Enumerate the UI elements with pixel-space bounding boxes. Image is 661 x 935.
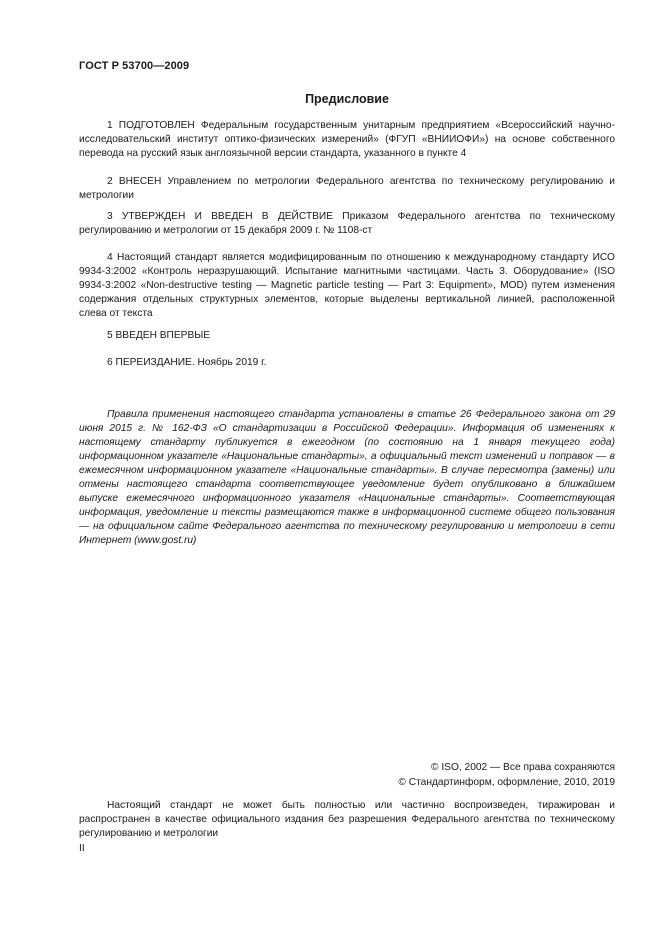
paragraph-text: 2 ВНЕСЕН Управлением по метрологии Федерального агентства по техническому регулированию и метрологии (79, 176, 615, 201)
paragraph-5 (79, 329, 615, 343)
usage-notice-text: Правила применения настоящего стандарта установлены в статье 26 Федерального закона от 29 июня 2015 г. № 162-ФЗ «О стандартизации в Российской Федерации». Информация об изменениях к настоящему стандарту публикуется в ежегодном (по состоянию на 1 января текущего года) информационном указателе «Национальные стандарты», а официальный текст изменений и поправок — в ежемесячном информационном указателе «Национальные стандарты». В случае пересмотра (замены) или отмены настоящего стандарта соответствующее уведомление будет опубликовано в ближайшем выпуске ежемесячного информационного указателя «Национальные стандарты». Соответствующая информация, уведомление и тексты размещаются также в информационной системе общего пользования — на официальном сайте Федерального агентства по техническому регулированию и метрологии в сети Интернет (www.gost.ru) (79, 409, 615, 546)
paragraph-text: 4 Настоящий стандарт является модифицированным по отношению к международному стандарту ИСО 9934-3:2002 «Контроль неразрушающий. Испытание магнитными частицами. Часть 3. Оборудование» (ISO 9934-3:2002 «Non-destructive testing — Magnetic particle testing — Part 3: Equipment», MOD) путем изменения содержания отдельных структурных элементов, которые выделены вертикальной линией, расположенной слева от текста (79, 252, 615, 319)
usage-notice (79, 408, 615, 548)
copyright-standartinform: © Стандартинформ, оформление, 2010, 2019 (398, 777, 615, 788)
paragraph-text: 3 УТВЕРЖДЕН И ВВЕДЕН В ДЕЙСТВИЕ Приказом Федерального агентства по техническому регулированию и метрологии от 15 декабря 2009 г. № 1108-ст (79, 211, 615, 236)
standard-code: ГОСТ Р 53700—2009 (79, 60, 190, 72)
paragraph-6 (79, 356, 615, 370)
paragraph-text: 6 ПЕРЕИЗДАНИЕ. Ноябрь 2019 г. (107, 357, 267, 368)
page-number: II (79, 843, 85, 854)
paragraph-text: 5 ВВЕДЕН ВПЕРВЫЕ (107, 330, 211, 341)
paragraph-1 (79, 119, 615, 161)
paragraph-2 (79, 175, 615, 203)
paragraph-3 (79, 210, 615, 238)
reproduction-notice (79, 799, 615, 841)
page-title: Предисловие (305, 92, 389, 106)
reproduction-notice-text: Настоящий стандарт не может быть полностью или частично воспроизведен, тиражирован и распространен в качестве официального издания без разрешения Федерального агентства по техническому регулированию и метрологии (79, 800, 615, 839)
paragraph-4 (79, 251, 615, 321)
paragraph-text: 1 ПОДГОТОВЛЕН Федеральным государственным унитарным предприятием «Всероссийский научно-исследовательский институт оптико-физических измерений» (ФГУП «ВНИИОФИ») на основе собственного перевода на русский язык англоязычной версии стандарта, указанного в пункте 4 (79, 120, 615, 159)
copyright-iso: © ISO, 2002 — Все права сохраняются (431, 762, 615, 773)
